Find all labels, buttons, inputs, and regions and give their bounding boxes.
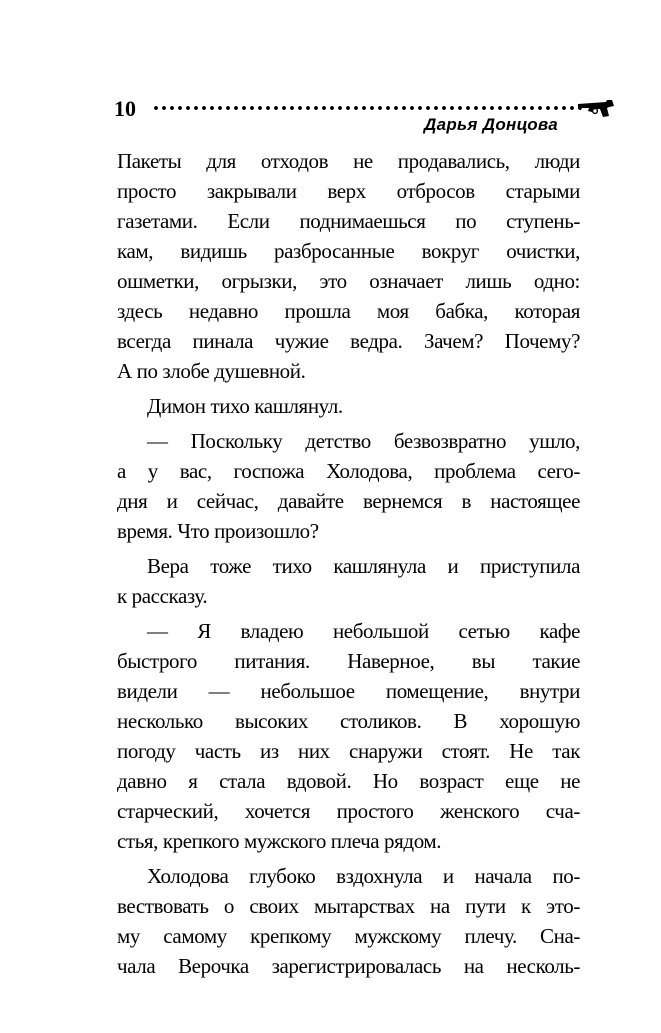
- text-line: время. Что произошло?: [117, 519, 319, 543]
- running-head-author: Дарья Донцова: [424, 115, 558, 134]
- text-line: А по злобе душевной.: [117, 359, 306, 383]
- body-text: [117, 146, 580, 981]
- text-line: давно я стала вдовой. Но возраст еще не: [117, 769, 580, 793]
- text-line: всегда пинала чужие ведра. Зачем? Почему?: [117, 329, 580, 353]
- text-line: быстрого питания. Наверное, вы такие: [117, 649, 580, 673]
- text-line: кам, видишь разбросанные вокруг очистки,: [117, 239, 580, 263]
- dotted-rule: [152, 106, 584, 110]
- text-line: погоду часть из них снаружи стоят. Не так: [117, 739, 580, 763]
- text-line: Вера тоже тихо кашлянула и приступила: [147, 554, 580, 578]
- text-line: ошметки, огрызки, это означает лишь одно:: [117, 269, 580, 293]
- text-line: — Я владею небольшой сетью кафе: [147, 619, 580, 643]
- text-line: к рассказу.: [117, 584, 208, 608]
- text-line: просто закрывали верх отбросов старыми: [117, 179, 580, 203]
- pistol-icon: [576, 96, 616, 122]
- text-line: му самому крепкому мужскому плечу. Сна-: [117, 924, 580, 948]
- text-line: дня и сейчас, давайте вернемся в настоящее: [117, 489, 580, 513]
- text-line: вествовать о своих мытарствах на пути к это-: [117, 894, 580, 918]
- text-line: — Поскольку детство безвозвратно ушло,: [147, 429, 580, 453]
- text-line: Пакеты для отходов не продавались, люди: [117, 149, 580, 173]
- text-line: чала Верочка зарегистрировалась на несколь-: [117, 954, 580, 978]
- text-line: Димон тихо кашлянул.: [147, 394, 343, 418]
- text-line: старческий, хочется простого женского сча-: [117, 799, 580, 823]
- running-header: [114, 90, 614, 140]
- text-line: а у вас, госпожа Холодова, проблема сего-: [117, 459, 580, 483]
- text-line: здесь недавно прошла моя бабка, которая: [117, 299, 580, 323]
- text-line: Холодова глубоко вздохнула и начала по-: [147, 864, 580, 888]
- text-line: газетами. Если поднимаешься по ступень-: [117, 209, 580, 233]
- page-number: 10: [114, 96, 136, 121]
- text-line: видели — небольшое помещение, внутри: [117, 679, 580, 703]
- text-line: несколько высоких столиков. В хорошую: [117, 709, 580, 733]
- text-line: стья, крепкого мужского плеча рядом.: [117, 829, 442, 853]
